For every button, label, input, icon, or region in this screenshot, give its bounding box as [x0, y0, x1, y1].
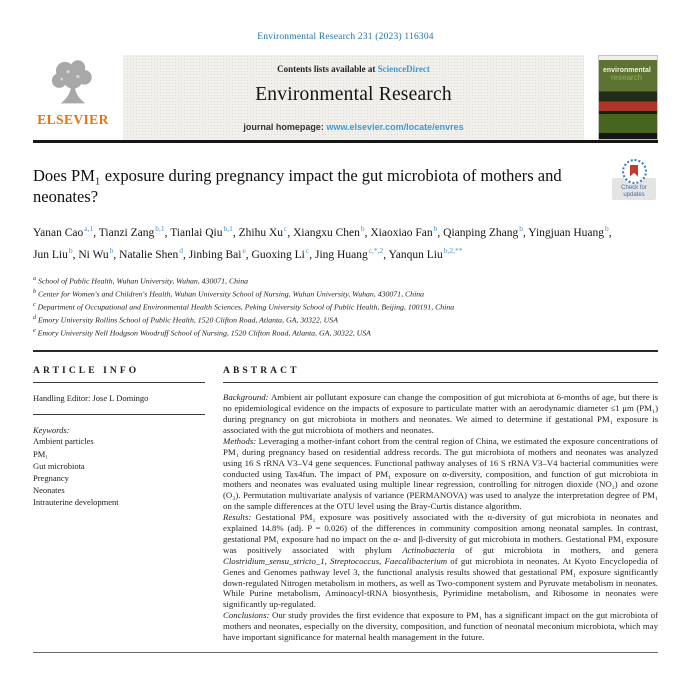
- abstract-paragraph: Background: Ambient air pollutant exposure can change the composition of gut microbiota at 6-months of age, but there is no epidemiological evidence on the impacts of exposure to particulate matter with an aerodynamic diameter ≤1 μm (PM₁) during pregnancy on gut microbiota in mothers and neonates. We aimed to determine if gestational PM₁ exposure is associated with the gut microbiota of mothers and neonates.: [223, 392, 658, 435]
- author: Yanqun Liu$^{b,2,**}$: [388, 246, 463, 262]
- author-affiliation-marker: a,1: [84, 224, 94, 233]
- title-block: [33, 165, 658, 207]
- affiliation: $^a$ School of Public Health, Wuhan University, Wuhan, 430071, China: [33, 275, 249, 286]
- check-for-updates-badge[interactable]: [612, 159, 656, 200]
- author: Qianping Zhang$^b$: [443, 224, 523, 239]
- author-affiliation-marker: b: [519, 224, 523, 233]
- contents-line-text: Contents lists available at: [277, 64, 378, 74]
- abstract-section-label: Conclusions:: [223, 610, 272, 621]
- author: Tianzi Zang$^{b,1}$: [98, 224, 165, 239]
- cover-title-line1: environmental: [603, 67, 651, 74]
- author-affiliation-marker: b,2,**: [443, 246, 463, 256]
- contents-line: [123, 64, 584, 74]
- handling-editor: Handling Editor: Jose L Domingo: [33, 393, 149, 404]
- author: Xiangxu Chen$^b$: [293, 224, 365, 239]
- abstract-section-label: Results:: [223, 512, 256, 523]
- homepage-label: journal homepage:: [243, 122, 327, 132]
- article-info-column: [33, 359, 205, 643]
- author-affiliation-marker: b: [109, 246, 114, 256]
- keyword-item: Pregnancy: [33, 472, 69, 483]
- author: Yanan Cao$^{a,1}$: [33, 224, 94, 239]
- page-citation: Environmental Research 231 (2023) 116304: [257, 32, 434, 42]
- author: Zhihu Xu$^c$: [238, 224, 288, 239]
- abstract-heading: ABSTRACT: [223, 365, 300, 376]
- keywords-list: [33, 435, 205, 508]
- elsevier-tree-icon: [47, 56, 99, 115]
- author: Jing Huang$^{c,*,2}$: [314, 246, 384, 262]
- affiliation: $^e$ Emory University Nell Hodgson Woodruff School of Nursing, 1520 Clifton Road, Atlanta, GA, 30322, USA: [33, 327, 371, 338]
- author: Tianlai Qiu$^{b,1}$: [170, 224, 233, 239]
- masthead-divider: [33, 140, 658, 143]
- keyword-item: Neonates: [33, 485, 65, 496]
- abstract-paragraph: Methods: Leveraging a mother-infant cohort from the central region of China, we estimated the exposure concentrations of PM₁ during pregnancy based on residential address records. The gut microbiota of mothers and neonates was analyzed using 16 S rRNA V3–V4 gene sequences. Functional pathway analyses of 16 S rRNA V3–V4 bacterial communities were conducted using Tax4fun. The impact of PM₁ exposure on α-diversity, composition, and function of gut microbiota in mothers and neonates was evaluated using multiple linear regression, controlling for nitrogen dioxide (NO₂) and ozone (O₃). Permutation multivariate analysis of variance (PERMANOVA) was used to analyze the interpretation degree of PM₁ on the sample differences at the OTU level using the Bray-Curtis distance algorithm.: [223, 435, 658, 512]
- abstract-paragraph: Conclusions: Our study provides the first evidence that exposure to PM₁ has a significant impact on the gut microbiota of mothers and neonates, especially on the diversity, composition, and function of neonatal meconium microbiota, which may have important significance for maternal health management in the future.: [223, 610, 658, 643]
- keyword-item: Ambient particles: [33, 436, 94, 447]
- affiliations-list: [33, 274, 658, 339]
- check-for-updates-label: Check for updates: [612, 178, 656, 200]
- author: Guoxing Li$^c$: [251, 246, 310, 262]
- keywords-label: Keywords:: [33, 425, 70, 436]
- author: Ni Wu$^b$: [78, 246, 114, 262]
- check-for-updates-icon: [622, 159, 647, 184]
- keyword-item: PM₁: [33, 448, 49, 459]
- abstract-section-label: Methods:: [223, 435, 259, 446]
- author: Natalie Shen$^d$: [119, 246, 183, 262]
- article-info-rule: [33, 382, 205, 384]
- author-affiliation-marker: b: [605, 224, 609, 233]
- author-affiliation-marker: c,*,2: [368, 246, 384, 256]
- elsevier-logo: [33, 55, 113, 140]
- author-affiliation-marker: b: [433, 224, 438, 233]
- keyword-item: Gut microbiota: [33, 460, 85, 471]
- homepage-link[interactable]: www.elsevier.com/locate/envres: [326, 122, 464, 132]
- author-affiliation-marker: b: [360, 224, 365, 233]
- author: Jinbing Bai$^e$: [188, 246, 246, 262]
- byline-divider: [33, 350, 658, 352]
- bookmark-icon: [630, 165, 638, 177]
- journal-cover-image: [598, 55, 658, 140]
- abstract-section-label: Background:: [223, 392, 271, 403]
- journal-banner: [123, 55, 584, 140]
- article-info-heading: ARTICLE INFO: [33, 365, 140, 376]
- homepage-line: [123, 122, 584, 132]
- abstract-rule: [223, 382, 658, 384]
- author-affiliation-marker: c: [284, 224, 288, 233]
- author-affiliation-marker: e: [242, 246, 246, 256]
- author: Yingjuan Huang$^b$: [528, 224, 609, 239]
- cover-title-line2: research: [611, 73, 643, 82]
- keywords-rule: [33, 414, 205, 415]
- article-title: Does PM₁ exposure during pregnancy impact the gut microbiota of mothers and neonates?: [33, 166, 562, 206]
- author-affiliation-marker: b: [68, 246, 73, 256]
- info-abstract-columns: [33, 359, 658, 643]
- author-affiliation-marker: b,1: [155, 224, 165, 233]
- masthead: [33, 55, 658, 140]
- author-affiliation-marker: d: [179, 246, 183, 256]
- elsevier-wordmark: ELSEVIER: [37, 112, 109, 127]
- keyword-item: Intrauterine development: [33, 497, 119, 508]
- journal-cover: [594, 55, 658, 140]
- affiliation: $^d$ Emory University Rollins School of Public Health, 1520 Clifton Road, Atlanta, GA, 30322, USA: [33, 314, 338, 325]
- affiliation: $^c$ Department of Occupational and Environmental Health Sciences, Peking University School of Public Health, Beijing, 100191, China: [33, 301, 455, 312]
- sciencedirect-link[interactable]: ScienceDirect: [377, 64, 430, 74]
- author-affiliation-marker: c: [305, 246, 310, 256]
- abstract-bottom-divider: [33, 652, 658, 653]
- abstract-column: [223, 359, 658, 643]
- abstract-paragraphs: [223, 392, 658, 643]
- affiliation: $^b$ Center for Women's and Children's Health, Wuhan University School of Nursing, Wuhan University, Wuhan, 430071, China: [33, 288, 425, 299]
- journal-title: Environmental Research: [255, 84, 452, 105]
- authors-list: Yanan Cao$^{a,1}$, Tianzi Zang$^{b,1}$, Tianlai Qiu$^{b,1}$, Zhihu Xu$^c$, Xiangxu Chen$^b$, Xiaoxiao Fan$^b$, Qianping Zhang$^b$, Yingjuan Huang$^b$, Jun Liu$^b$, Ni Wu$^b$, Natalie Shen$^d$, Jinbing Bai$^e$, Guoxing Li$^c$, Jing Huang$^{c,*,2}$, Yanqun Liu$^{b,2,**}$: [33, 224, 612, 262]
- author: Xiaoxiao Fan$^b$: [370, 224, 438, 239]
- author-affiliation-marker: b,1: [223, 224, 233, 233]
- author: Jun Liu$^b$: [33, 246, 73, 262]
- abstract-paragraph: Results: Gestational PM₁ exposure was positively associated with the α-diversity of gut microbiota in neonates and explained 14.8% (adj. P = 0.026) of the differences in community composition among neonatal samples. In contrast, gestational PM₁ exposure had no impact on the α- and β-diversity of gut microbiota in mothers. Gestational PM₁ exposure was positively associated with phylum Actinobacteria of gut microbiota in mothers, and genera Clostridium_sensu_stricto_1, Streptococcus, Faecalibacterium of gut microbiota in neonates. At Kyoto Encyclopedia of Genes and Genomes pathway level 3, the functional analysis results showed that gestational PM₁ exposure significantly down-regulated Nitrogen metabolism in mothers, as well as Two-component system and Pyruvate metabolism in neonates. While Purine metabolism, Aminoacyl-tRNA biosynthesis, Pyrimidine metabolism, and Ribosome in neonates were significantly up-regulated.: [223, 512, 659, 610]
